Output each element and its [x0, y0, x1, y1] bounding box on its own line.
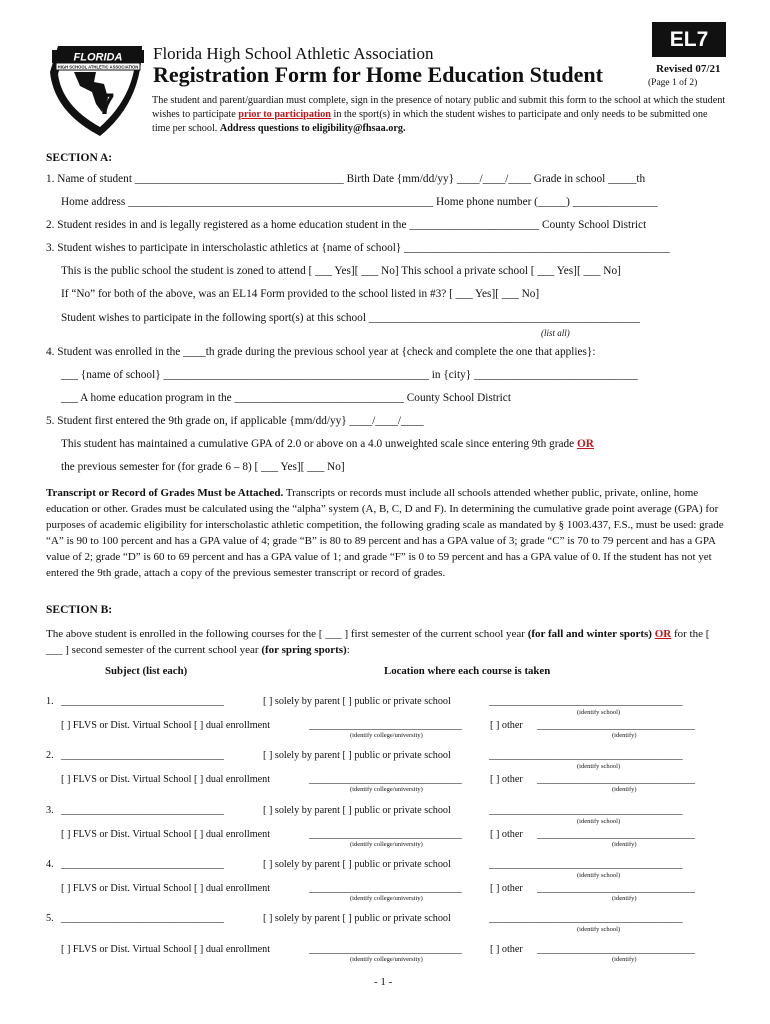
school-identify-field[interactable]: ______________________________________ — [489, 750, 683, 761]
school-identify-field[interactable]: ______________________________________ — [489, 859, 683, 870]
course-number: 2. — [46, 750, 54, 761]
section-b-intro: The above student is enrolled in the following courses for the [ ___ ] first semester of the current school year (for fall and winter sports) OR for the [ ___ ] second semester of the current school year (for spring sports): — [46, 628, 710, 656]
subject-field[interactable]: ________________________________ — [61, 750, 224, 761]
svg-text:7: 7 — [98, 88, 115, 121]
sports-field[interactable]: Student wishes to participate in the following sport(s) at this school ________________________________________________ — [61, 312, 640, 324]
course-number: 5. — [46, 913, 54, 924]
el14-form-question[interactable]: If “No” for both of the above, was an EL14 Form provided to the school listed in #3? [ ___ Yes][ ___ No] — [61, 288, 540, 300]
other-identify-field[interactable]: _______________________________ — [537, 883, 695, 894]
location-options[interactable]: [ ] solely by parent [ ] public or private school — [263, 859, 451, 870]
form-instructions: The student and parent/guardian must complete, sign in the presence of notary public and submit this form to the school at which the student wishes to participate prior to participation in the sport(s) in which the student wishes to participate and only needs to be submitted one time per school. Address questions to eligibility@fhsaa.org. — [152, 95, 726, 134]
virtual-dual-options[interactable]: [ ] FLVS or Dist. Virtual School [ ] dual enrollment — [61, 829, 271, 840]
subject-field[interactable]: ________________________________ — [61, 913, 224, 924]
subject-field[interactable]: ________________________________ — [61, 696, 224, 707]
course-entry — [0, 696, 770, 746]
identify-hint: (identify) — [612, 895, 637, 902]
student-name-field[interactable]: 1. Name of student _____________________________________ Birth Date {mm/dd/yy} ____/____/____ Grade in school _____th — [46, 173, 646, 185]
location-column-header: Location where each course is taken — [384, 665, 551, 677]
virtual-dual-options[interactable]: [ ] FLVS or Dist. Virtual School [ ] dual enrollment — [61, 720, 271, 731]
gpa-statement: This student has maintained a cumulative GPA of 2.0 or above on a 4.0 unweighted scale since entering 9th grade OR — [61, 438, 594, 450]
section-a-heading: SECTION A: — [46, 152, 113, 164]
page-count: (Page 1 of 2) — [648, 78, 698, 88]
identify-school-hint: (identify school) — [577, 763, 621, 770]
college-identify-field[interactable]: ______________________________ — [309, 829, 462, 840]
school-name-field[interactable]: 3. Student wishes to participate in interscholastic athletics at {name of school} _______________________________________________ — [46, 242, 670, 254]
school-identify-field[interactable]: ______________________________________ — [489, 913, 683, 924]
fhsaa-logo — [46, 42, 146, 140]
course-entry — [0, 750, 770, 800]
identify-hint: (identify) — [612, 956, 637, 963]
other-option[interactable]: [ ] other — [490, 774, 523, 785]
form-title: Registration Form for Home Education Student — [153, 62, 603, 87]
course-entry — [0, 913, 770, 968]
subject-column-header: Subject (list each) — [105, 665, 188, 677]
college-identify-field[interactable]: ______________________________ — [309, 774, 462, 785]
identify-hint: (identify) — [612, 786, 637, 793]
virtual-dual-options[interactable]: [ ] FLVS or Dist. Virtual School [ ] dual enrollment — [61, 883, 271, 894]
or-emphasis: OR — [576, 438, 594, 450]
home-education-program-field[interactable]: ___ A home education program in the ______________________________ County School District — [61, 392, 511, 404]
other-identify-field[interactable]: _______________________________ — [537, 829, 695, 840]
location-options[interactable]: [ ] solely by parent [ ] public or private school — [263, 750, 451, 761]
identify-hint: (identify) — [612, 841, 637, 848]
identify-hint: (identify) — [612, 732, 637, 739]
zoned-private-school-question[interactable]: This is the public school the student is zoned to attend [ ___ Yes][ ___ No] This school a private school [ ___ Yes][ ___ No] — [61, 265, 621, 277]
subject-field[interactable]: ________________________________ — [61, 805, 224, 816]
previous-grade-field[interactable]: 4. Student was enrolled in the ____th grade during the previous school year at {check and complete the one that applies}: — [46, 346, 596, 358]
other-identify-field[interactable]: _______________________________ — [537, 774, 695, 785]
identify-college-hint: (identify college/university) — [350, 895, 423, 902]
other-option[interactable]: [ ] other — [490, 883, 523, 894]
svg-text:HIGH SCHOOL ATHLETIC ASSOCIATI: HIGH SCHOOL ATHLETIC ASSOCIATION — [57, 64, 139, 70]
course-entry — [0, 859, 770, 909]
contact-email: Address questions to eligibility@fhsaa.org. — [219, 123, 406, 134]
county-district-field[interactable]: 2. Student resides in and is legally registered as a home education student in the _______________________ County School District — [46, 219, 647, 231]
svg-text:FLORIDA: FLORIDA — [73, 51, 123, 64]
college-identify-field[interactable]: ______________________________ — [309, 944, 462, 955]
course-entry — [0, 805, 770, 855]
identify-college-hint: (identify college/university) — [350, 732, 423, 739]
course-number: 1. — [46, 696, 54, 707]
location-options[interactable]: [ ] solely by parent [ ] public or private school — [263, 805, 451, 816]
college-identify-field[interactable]: ______________________________ — [309, 883, 462, 894]
section-b-heading: SECTION B: — [46, 604, 113, 616]
form-code-badge: EL7 — [652, 22, 726, 57]
college-identify-field[interactable]: ______________________________ — [309, 720, 462, 731]
subject-field[interactable]: ________________________________ — [61, 859, 224, 870]
other-option[interactable]: [ ] other — [490, 944, 523, 955]
other-identify-field[interactable]: _______________________________ — [537, 944, 695, 955]
prior-to-participation-emphasis: prior to participation — [238, 109, 331, 120]
identify-college-hint: (identify college/university) — [350, 956, 423, 963]
virtual-dual-options[interactable]: [ ] FLVS or Dist. Virtual School [ ] dual enrollment — [61, 774, 271, 785]
school-identify-field[interactable]: ______________________________________ — [489, 805, 683, 816]
revision-date: Revised 07/21 — [656, 63, 721, 75]
school-identify-field[interactable]: ______________________________________ — [489, 696, 683, 707]
identify-college-hint: (identify college/university) — [350, 786, 423, 793]
identify-school-hint: (identify school) — [577, 709, 621, 716]
course-number: 4. — [46, 859, 54, 870]
location-options[interactable]: [ ] solely by parent [ ] public or private school — [263, 913, 451, 924]
other-identify-field[interactable]: _______________________________ — [537, 720, 695, 731]
previous-semester-question[interactable]: the previous semester for (for grade 6 – 8) [ ___ Yes][ ___ No] — [61, 461, 345, 473]
organization-name: Florida High School Athletic Association — [153, 44, 434, 63]
other-option[interactable]: [ ] other — [490, 720, 523, 731]
list-all-hint: (list all) — [541, 328, 570, 338]
identify-school-hint: (identify school) — [577, 926, 621, 933]
virtual-dual-options[interactable]: [ ] FLVS or Dist. Virtual School [ ] dual enrollment — [61, 944, 271, 955]
identify-school-hint: (identify school) — [577, 872, 621, 879]
home-address-field[interactable]: Home address ______________________________________________________ Home phone number (_____) _______________ — [61, 196, 658, 208]
course-number: 3. — [46, 805, 54, 816]
identify-school-hint: (identify school) — [577, 818, 621, 825]
transcript-requirements: Transcript or Record of Grades Must be Attached. Transcripts or records must include all schools attended whether public, private, online, home education or other. Grades must be calculated using the “alpha” system (A, B, C, D and F). In determining the cumulative grade point average (GPA) for purposes of academic eligibility for interscholastic athletic competition, the following grading scale as mandated by § 1003.437, F.S., must be used: grade “A” is 90 to 100 percent and has a GPA value of 4; grade “B” is 80 to 89 percent and has a GPA value of 3; grade “C” is 70 to 79 percent and has a GPA value of 2; grade “D” is 60 to 69 percent and has a GPA value of 1; and grade “F” is 0 to 59 percent and has a GPA value of 0. If the student has not yet entered the 9th grade, attach a copy of the previous semester transcript or record of grades. — [46, 487, 724, 579]
previous-school-field[interactable]: ___ {name of school} _______________________________________________ in {city} _____________________________ — [61, 369, 638, 381]
page-number: - 1 - — [374, 976, 393, 988]
ninth-grade-date-field[interactable]: 5. Student first entered the 9th grade on, if applicable {mm/dd/yy} ____/____/____ — [46, 415, 424, 427]
location-options[interactable]: [ ] solely by parent [ ] public or private school — [263, 696, 451, 707]
other-option[interactable]: [ ] other — [490, 829, 523, 840]
identify-college-hint: (identify college/university) — [350, 841, 423, 848]
